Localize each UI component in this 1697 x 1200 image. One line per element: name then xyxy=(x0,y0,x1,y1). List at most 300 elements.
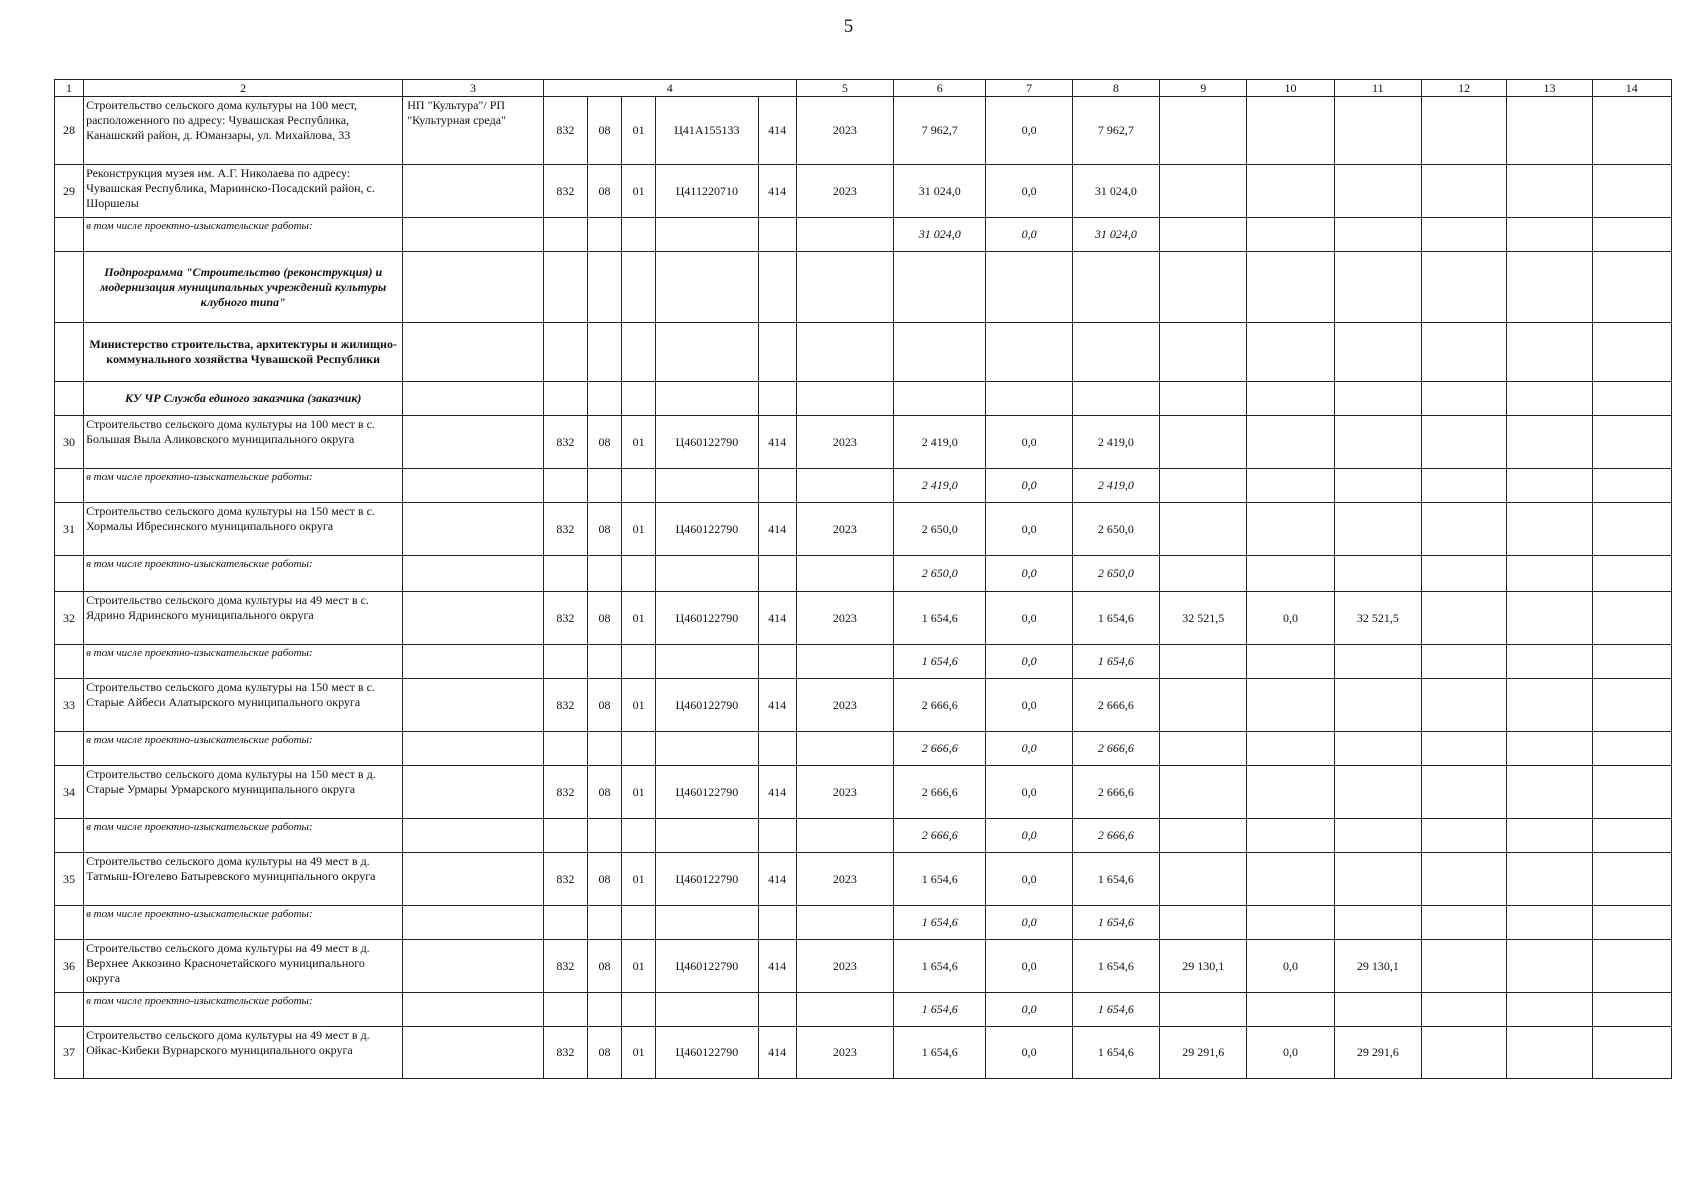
value-c8 xyxy=(1072,252,1159,323)
budget-code-rz xyxy=(587,819,621,853)
budget-code-csr: Ц411220710 xyxy=(656,165,758,218)
subtotal-label: в том числе проектно-изыскательские работы: xyxy=(84,906,403,940)
budget-code-vr: 414 xyxy=(758,1027,796,1079)
object-row xyxy=(55,97,1672,165)
value-c10 xyxy=(1247,906,1334,940)
value-c7: 0,0 xyxy=(986,906,1072,940)
value-year: 2023 xyxy=(796,592,893,645)
value-c6 xyxy=(894,252,986,323)
value-c11 xyxy=(1334,382,1421,416)
budget-code-pr: 01 xyxy=(622,165,656,218)
program-name xyxy=(403,906,544,940)
budget-code-grbs: 832 xyxy=(543,503,587,556)
value-c9 xyxy=(1160,252,1247,323)
value-c14 xyxy=(1592,819,1671,853)
value-c6: 1 654,6 xyxy=(894,906,986,940)
subtotal-row xyxy=(55,556,1672,592)
budget-code-csr: Ц460122790 xyxy=(656,416,758,469)
value-c12 xyxy=(1421,940,1506,993)
value-c11 xyxy=(1334,732,1421,766)
row-number: 34 xyxy=(55,766,84,819)
value-c13 xyxy=(1507,323,1592,382)
subtotal-label: в том числе проектно-изыскательские работы: xyxy=(84,469,403,503)
budget-code-pr xyxy=(622,645,656,679)
value-c6 xyxy=(894,323,986,382)
value-c7: 0,0 xyxy=(986,416,1072,469)
value-year xyxy=(796,252,893,323)
row-number xyxy=(55,819,84,853)
value-c12 xyxy=(1421,592,1506,645)
value-c13 xyxy=(1507,252,1592,323)
value-c14 xyxy=(1592,252,1671,323)
budget-code-grbs xyxy=(543,732,587,766)
row-number: 36 xyxy=(55,940,84,993)
value-c7: 0,0 xyxy=(986,592,1072,645)
value-c11 xyxy=(1334,906,1421,940)
budget-code-csr: Ц460122790 xyxy=(656,679,758,732)
column-header: 3 xyxy=(403,80,544,97)
table-body xyxy=(55,80,1672,1079)
value-c6: 7 962,7 xyxy=(894,97,986,165)
budget-code-vr: 414 xyxy=(758,416,796,469)
value-c13 xyxy=(1507,819,1592,853)
value-c10 xyxy=(1247,853,1334,906)
value-c9 xyxy=(1160,906,1247,940)
budget-code-csr xyxy=(656,993,758,1027)
subtotal-label: в том числе проектно-изыскательские работы: xyxy=(84,819,403,853)
subtotal-label: в том числе проектно-изыскательские работы: xyxy=(84,993,403,1027)
object-row xyxy=(55,592,1672,645)
budget-code-csr: Ц460122790 xyxy=(656,592,758,645)
value-c6: 2 650,0 xyxy=(894,503,986,556)
value-c11 xyxy=(1334,679,1421,732)
budget-code-rz xyxy=(587,218,621,252)
value-c13 xyxy=(1507,218,1592,252)
budget-code-vr: 414 xyxy=(758,97,796,165)
value-c11 xyxy=(1334,97,1421,165)
value-c14 xyxy=(1592,323,1671,382)
row-number xyxy=(55,323,84,382)
budget-code-grbs: 832 xyxy=(543,592,587,645)
budget-code-csr: Ц460122790 xyxy=(656,1027,758,1079)
subtotal-label: в том числе проектно-изыскательские работы: xyxy=(84,218,403,252)
value-c9 xyxy=(1160,556,1247,592)
value-c9 xyxy=(1160,853,1247,906)
program-name xyxy=(403,853,544,906)
budget-code-grbs xyxy=(543,906,587,940)
value-c11 xyxy=(1334,323,1421,382)
object-name: Строительство сельского дома культуры на 100 мест в с. Большая Выла Аликовского муниципального округа xyxy=(84,416,403,469)
value-c11 xyxy=(1334,993,1421,1027)
budget-code-rz xyxy=(587,252,621,323)
section-heading-row xyxy=(55,252,1672,323)
value-c6: 1 654,6 xyxy=(894,853,986,906)
value-c10 xyxy=(1247,469,1334,503)
value-c10 xyxy=(1247,645,1334,679)
value-c9 xyxy=(1160,503,1247,556)
column-header: 10 xyxy=(1247,80,1334,97)
value-c11: 29 130,1 xyxy=(1334,940,1421,993)
value-c10 xyxy=(1247,97,1334,165)
value-c11: 29 291,6 xyxy=(1334,1027,1421,1079)
value-c11 xyxy=(1334,218,1421,252)
budget-code-pr: 01 xyxy=(622,97,656,165)
value-c12 xyxy=(1421,732,1506,766)
value-c10 xyxy=(1247,218,1334,252)
value-c7 xyxy=(986,382,1072,416)
value-c7: 0,0 xyxy=(986,993,1072,1027)
value-c11 xyxy=(1334,766,1421,819)
value-c6: 2 650,0 xyxy=(894,556,986,592)
program-name xyxy=(403,679,544,732)
column-header: 5 xyxy=(796,80,893,97)
value-c8: 1 654,6 xyxy=(1072,940,1159,993)
value-c11 xyxy=(1334,819,1421,853)
value-c14 xyxy=(1592,382,1671,416)
program-name xyxy=(403,645,544,679)
value-c12 xyxy=(1421,503,1506,556)
row-number xyxy=(55,252,84,323)
budget-code-vr xyxy=(758,732,796,766)
section-heading-row xyxy=(55,323,1672,382)
object-row xyxy=(55,679,1672,732)
budget-code-rz: 08 xyxy=(587,766,621,819)
column-header: 8 xyxy=(1072,80,1159,97)
value-c11 xyxy=(1334,416,1421,469)
value-c10 xyxy=(1247,416,1334,469)
budget-code-grbs: 832 xyxy=(543,766,587,819)
value-c13 xyxy=(1507,906,1592,940)
value-c10 xyxy=(1247,556,1334,592)
subtotal-label: в том числе проектно-изыскательские работы: xyxy=(84,645,403,679)
value-c9 xyxy=(1160,819,1247,853)
object-name: Строительство сельского дома культуры на 150 мест в с. Хормалы Ибресинского муниципального округа xyxy=(84,503,403,556)
budget-code-pr: 01 xyxy=(622,1027,656,1079)
budget-code-vr: 414 xyxy=(758,165,796,218)
subtotal-label: в том числе проектно-изыскательские работы: xyxy=(84,732,403,766)
section-heading: Министерство строительства, архитектуры и жилищно-коммунального хозяйства Чувашской Республики xyxy=(84,323,403,382)
value-c13 xyxy=(1507,416,1592,469)
subtotal-row xyxy=(55,645,1672,679)
value-c10 xyxy=(1247,503,1334,556)
budget-code-vr: 414 xyxy=(758,940,796,993)
value-c7: 0,0 xyxy=(986,165,1072,218)
budget-code-csr xyxy=(656,906,758,940)
row-number xyxy=(55,993,84,1027)
value-c7: 0,0 xyxy=(986,732,1072,766)
row-number: 31 xyxy=(55,503,84,556)
budget-code-pr: 01 xyxy=(622,679,656,732)
budget-code-vr xyxy=(758,323,796,382)
header-row xyxy=(55,80,1672,97)
value-c13 xyxy=(1507,503,1592,556)
value-c14 xyxy=(1592,853,1671,906)
value-c9 xyxy=(1160,165,1247,218)
value-c13 xyxy=(1507,592,1592,645)
value-c12 xyxy=(1421,679,1506,732)
program-name xyxy=(403,165,544,218)
value-c7 xyxy=(986,323,1072,382)
budget-code-grbs xyxy=(543,252,587,323)
value-c9 xyxy=(1160,382,1247,416)
budget-code-pr: 01 xyxy=(622,853,656,906)
value-c12 xyxy=(1421,906,1506,940)
budget-code-vr xyxy=(758,469,796,503)
program-name xyxy=(403,252,544,323)
program-name xyxy=(403,819,544,853)
value-c8: 2 666,6 xyxy=(1072,732,1159,766)
page-number: 5 xyxy=(843,16,854,37)
budget-code-csr xyxy=(656,218,758,252)
value-c13 xyxy=(1507,679,1592,732)
value-c9: 29 130,1 xyxy=(1160,940,1247,993)
budget-code-grbs xyxy=(543,556,587,592)
value-c8: 7 962,7 xyxy=(1072,97,1159,165)
value-year: 2023 xyxy=(796,1027,893,1079)
subtotal-row xyxy=(55,993,1672,1027)
column-header: 14 xyxy=(1592,80,1671,97)
value-c8: 2 650,0 xyxy=(1072,503,1159,556)
value-c12 xyxy=(1421,218,1506,252)
object-row xyxy=(55,503,1672,556)
budget-code-csr xyxy=(656,732,758,766)
budget-code-vr xyxy=(758,819,796,853)
program-name xyxy=(403,416,544,469)
program-name xyxy=(403,766,544,819)
column-header: 13 xyxy=(1507,80,1592,97)
object-row xyxy=(55,416,1672,469)
program-name xyxy=(403,940,544,993)
object-name: Строительство сельского дома культуры на 49 мест в д. Верхнее Аккозино Красночетайского муниципального округа xyxy=(84,940,403,993)
value-c10: 0,0 xyxy=(1247,592,1334,645)
value-c12 xyxy=(1421,645,1506,679)
object-name: Строительство сельского дома культуры на 49 мест в д. Ойкас-Кибеки Вурнарского муниципального округа xyxy=(84,1027,403,1079)
value-c10 xyxy=(1247,819,1334,853)
budget-code-csr xyxy=(656,382,758,416)
program-name xyxy=(403,503,544,556)
budget-code-rz xyxy=(587,645,621,679)
value-c8: 2 419,0 xyxy=(1072,469,1159,503)
value-c6: 1 654,6 xyxy=(894,592,986,645)
value-c6: 1 654,6 xyxy=(894,993,986,1027)
budget-code-csr xyxy=(656,323,758,382)
value-year xyxy=(796,323,893,382)
value-c9: 32 521,5 xyxy=(1160,592,1247,645)
value-c10: 0,0 xyxy=(1247,940,1334,993)
value-c14 xyxy=(1592,766,1671,819)
program-name xyxy=(403,556,544,592)
value-c13 xyxy=(1507,97,1592,165)
budget-code-csr: Ц460122790 xyxy=(656,503,758,556)
program-name xyxy=(403,469,544,503)
budget-code-grbs xyxy=(543,645,587,679)
budget-code-csr: Ц460122790 xyxy=(656,940,758,993)
value-c12 xyxy=(1421,382,1506,416)
value-c10 xyxy=(1247,766,1334,819)
budget-code-vr xyxy=(758,645,796,679)
column-header: 2 xyxy=(84,80,403,97)
value-c14 xyxy=(1592,1027,1671,1079)
value-c8: 1 654,6 xyxy=(1072,1027,1159,1079)
value-c10 xyxy=(1247,323,1334,382)
value-c11 xyxy=(1334,469,1421,503)
value-c8: 2 650,0 xyxy=(1072,556,1159,592)
value-c14 xyxy=(1592,645,1671,679)
row-number xyxy=(55,732,84,766)
value-c12 xyxy=(1421,469,1506,503)
column-header: 9 xyxy=(1160,80,1247,97)
value-c14 xyxy=(1592,993,1671,1027)
budget-code-rz: 08 xyxy=(587,1027,621,1079)
budget-code-rz: 08 xyxy=(587,940,621,993)
value-year: 2023 xyxy=(796,97,893,165)
value-c7: 0,0 xyxy=(986,97,1072,165)
budget-code-pr xyxy=(622,252,656,323)
value-year: 2023 xyxy=(796,679,893,732)
budget-code-rz: 08 xyxy=(587,97,621,165)
value-c7: 0,0 xyxy=(986,819,1072,853)
value-c12 xyxy=(1421,1027,1506,1079)
value-c12 xyxy=(1421,993,1506,1027)
value-c8: 1 654,6 xyxy=(1072,906,1159,940)
value-c11 xyxy=(1334,503,1421,556)
program-name xyxy=(403,592,544,645)
row-number: 35 xyxy=(55,853,84,906)
value-year xyxy=(796,556,893,592)
row-number xyxy=(55,382,84,416)
value-c9 xyxy=(1160,97,1247,165)
budget-code-rz xyxy=(587,469,621,503)
budget-code-csr xyxy=(656,819,758,853)
budget-code-rz xyxy=(587,993,621,1027)
row-number: 30 xyxy=(55,416,84,469)
value-c13 xyxy=(1507,1027,1592,1079)
value-c6: 31 024,0 xyxy=(894,218,986,252)
budget-code-rz: 08 xyxy=(587,165,621,218)
value-c6: 2 419,0 xyxy=(894,469,986,503)
value-c11 xyxy=(1334,645,1421,679)
value-c6: 2 666,6 xyxy=(894,679,986,732)
value-c14 xyxy=(1592,165,1671,218)
value-c14 xyxy=(1592,416,1671,469)
value-c8: 31 024,0 xyxy=(1072,218,1159,252)
column-header: 4 xyxy=(543,80,796,97)
value-c9 xyxy=(1160,645,1247,679)
budget-code-pr xyxy=(622,469,656,503)
budget-code-csr xyxy=(656,556,758,592)
section-heading-row xyxy=(55,382,1672,416)
budget-code-rz xyxy=(587,323,621,382)
value-c9: 29 291,6 xyxy=(1160,1027,1247,1079)
value-c13 xyxy=(1507,732,1592,766)
budget-code-grbs: 832 xyxy=(543,1027,587,1079)
row-number: 28 xyxy=(55,97,84,165)
value-c7: 0,0 xyxy=(986,940,1072,993)
budget-code-vr xyxy=(758,906,796,940)
budget-code-grbs: 832 xyxy=(543,853,587,906)
value-c7: 0,0 xyxy=(986,1027,1072,1079)
value-c14 xyxy=(1592,679,1671,732)
value-c6: 2 666,6 xyxy=(894,732,986,766)
value-year xyxy=(796,645,893,679)
value-c14 xyxy=(1592,503,1671,556)
value-c9 xyxy=(1160,766,1247,819)
value-c9 xyxy=(1160,732,1247,766)
budget-code-vr: 414 xyxy=(758,592,796,645)
budget-code-grbs: 832 xyxy=(543,940,587,993)
budget-code-grbs: 832 xyxy=(543,679,587,732)
value-c9 xyxy=(1160,469,1247,503)
value-year xyxy=(796,732,893,766)
value-year xyxy=(796,819,893,853)
value-c10 xyxy=(1247,679,1334,732)
budget-code-csr: Ц460122790 xyxy=(656,853,758,906)
subtotal-row xyxy=(55,732,1672,766)
value-c6: 1 654,6 xyxy=(894,940,986,993)
budget-code-rz: 08 xyxy=(587,679,621,732)
program-name xyxy=(403,382,544,416)
value-c6: 1 654,6 xyxy=(894,1027,986,1079)
budget-code-pr xyxy=(622,732,656,766)
value-year xyxy=(796,382,893,416)
value-c12 xyxy=(1421,556,1506,592)
row-number xyxy=(55,906,84,940)
value-year: 2023 xyxy=(796,940,893,993)
value-year: 2023 xyxy=(796,853,893,906)
value-c13 xyxy=(1507,382,1592,416)
budget-code-csr: Ц41А155133 xyxy=(656,97,758,165)
budget-code-pr xyxy=(622,993,656,1027)
budget-code-pr: 01 xyxy=(622,416,656,469)
value-c7: 0,0 xyxy=(986,853,1072,906)
object-row xyxy=(55,940,1672,993)
value-c8: 31 024,0 xyxy=(1072,165,1159,218)
value-c14 xyxy=(1592,469,1671,503)
value-year: 2023 xyxy=(796,503,893,556)
value-c12 xyxy=(1421,165,1506,218)
value-c6 xyxy=(894,382,986,416)
object-row xyxy=(55,1027,1672,1079)
budget-code-csr: Ц460122790 xyxy=(656,766,758,819)
value-c9 xyxy=(1160,993,1247,1027)
budget-code-pr xyxy=(622,323,656,382)
value-c7: 0,0 xyxy=(986,679,1072,732)
row-number xyxy=(55,469,84,503)
value-c13 xyxy=(1507,993,1592,1027)
budget-code-grbs xyxy=(543,819,587,853)
object-name: Строительство сельского дома культуры на 49 мест в д. Татмыш-Югелево Батыревского муниципального округа xyxy=(84,853,403,906)
row-number: 33 xyxy=(55,679,84,732)
budget-code-pr xyxy=(622,906,656,940)
row-number: 29 xyxy=(55,165,84,218)
value-c7: 0,0 xyxy=(986,645,1072,679)
value-c13 xyxy=(1507,940,1592,993)
value-c14 xyxy=(1592,218,1671,252)
value-c14 xyxy=(1592,592,1671,645)
budget-code-vr: 414 xyxy=(758,503,796,556)
subtotal-label: в том числе проектно-изыскательские работы: xyxy=(84,556,403,592)
value-c9 xyxy=(1160,416,1247,469)
budget-code-vr xyxy=(758,218,796,252)
value-c11 xyxy=(1334,165,1421,218)
value-year: 2023 xyxy=(796,766,893,819)
value-year xyxy=(796,993,893,1027)
section-heading: Подпрограмма "Строительство (реконструкция) и модернизация муниципальных учреждений культуры клубного типа" xyxy=(84,252,403,323)
value-c8: 2 666,6 xyxy=(1072,766,1159,819)
value-c8: 2 419,0 xyxy=(1072,416,1159,469)
subtotal-row xyxy=(55,819,1672,853)
value-c7: 0,0 xyxy=(986,469,1072,503)
